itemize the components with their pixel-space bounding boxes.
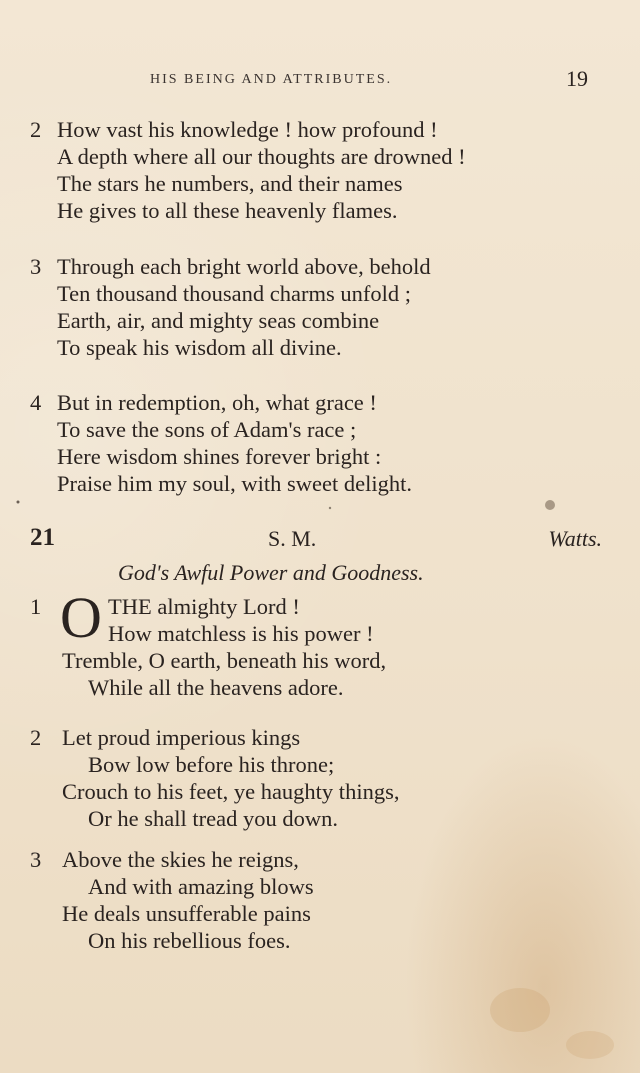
speck-mark (329, 507, 331, 509)
verse-line: He deals unsufferable pains (62, 901, 311, 926)
verse-line: Ten thousand thousand charms unfold ; (57, 281, 411, 306)
verse-line: Tremble, O earth, beneath his word, (62, 648, 387, 673)
stanza-number: 2 (30, 725, 42, 750)
verse-line: Praise him my soul, with sweet delight. (57, 471, 412, 496)
verse-line: To speak his wisdom all divine. (57, 335, 342, 360)
drop-cap: O (60, 585, 102, 650)
hymn-number: 21 (30, 524, 55, 551)
stain-mark (490, 988, 550, 1032)
verse-line: Through each bright world above, behold (57, 254, 431, 279)
verse-line: Earth, air, and mighty seas combine (57, 308, 380, 333)
hymn-meter: S. M. (268, 526, 317, 551)
speck-mark (17, 501, 20, 504)
stanza-number: 3 (30, 254, 42, 279)
stanza-number: 2 (30, 117, 42, 142)
stanza-number: 3 (30, 847, 42, 872)
stanza-number: 1 (30, 594, 42, 619)
verse-line: Crouch to his feet, ye haughty things, (62, 779, 400, 804)
verse-line: And with amazing blows (88, 874, 314, 899)
verse-line: But in redemption, oh, what grace ! (57, 390, 377, 415)
verse-line: THE almighty Lord ! (108, 594, 300, 619)
verse-line: The stars he numbers, and their names (57, 171, 403, 196)
verse-line: A depth where all our thoughts are drowned ! (57, 144, 466, 169)
hymn-title: God's Awful Power and Goodness. (118, 560, 424, 585)
verse-line: Or he shall tread you down. (88, 806, 338, 831)
verse-line: While all the heavens adore. (88, 675, 344, 700)
verse-line: He gives to all these heavenly flames. (57, 198, 398, 223)
verse-line: How matchless is his power ! (108, 621, 374, 646)
page-number: 19 (566, 66, 588, 91)
verse-line: Bow low before his throne; (88, 752, 335, 777)
verse-line: Above the skies he reigns, (62, 847, 299, 872)
stain-mark (566, 1031, 614, 1059)
hymn-author: Watts. (548, 526, 602, 551)
stanza-number: 4 (30, 390, 42, 415)
verse-line: To save the sons of Adam's race ; (57, 417, 357, 442)
running-head: HIS BEING AND ATTRIBUTES. (150, 72, 393, 87)
verse-line: On his rebellious foes. (88, 928, 291, 953)
verse-line: Let proud imperious kings (62, 725, 301, 750)
verse-line: Here wisdom shines forever bright : (57, 444, 382, 469)
speck-mark (545, 500, 555, 510)
verse-line: How vast his knowledge ! how profound ! (57, 117, 438, 142)
